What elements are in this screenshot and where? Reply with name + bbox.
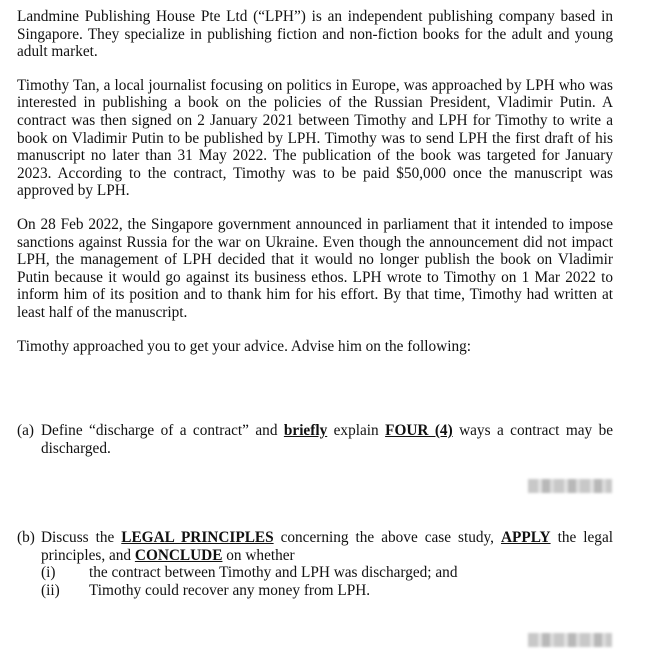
emphasis-conclude: CONCLUDE bbox=[134, 546, 223, 564]
marks-redacted bbox=[528, 479, 612, 493]
question-b bbox=[17, 529, 613, 599]
question-a-label: (a) bbox=[17, 422, 34, 439]
emphasis-apply: APPLY bbox=[501, 529, 551, 546]
emphasis-briefly: briefly bbox=[283, 422, 328, 439]
question-b-label: (b) bbox=[17, 529, 35, 546]
case-study bbox=[17, 8, 613, 371]
emphasis-legal-principles: LEGAL PRINCIPLES bbox=[121, 529, 274, 546]
paragraph-sanctions: On 28 Feb 2022, the Singapore government announced in parliament that it intended to impose sanctions against Russia for the war on Ukraine. Even though the announcement did not impact LPH, the management of LPH decided that it would no longer publish the book on Vladimir Putin because it would go against its business ethos. LPH wrote to Timothy on 1 Mar 2022 to inform him of its position and to thank him for his effort. By that time, Timothy had written at least half of the manuscript. bbox=[17, 215, 613, 321]
marks-redacted bbox=[528, 633, 612, 647]
paragraph-contract: Timothy Tan, a local journalist focusing on politics in Europe, was approached by LPH who was interested in publishing a book on the policies of the Russian President, Vladimir Putin. A contract was then signed on 2 January 2021 between Timothy and LPH for Timothy to write a book on Vladimir Putin to be published by LPH. Timothy was to send LPH the first draft of his manuscript no later than 31 May 2022. The publication of the book was targeted for January 2023. According to the contract, Timothy was to be paid $50,000 once the manuscript was approved by LPH. bbox=[17, 76, 613, 200]
sub-item-ii: (ii) Timothy could recover any money from LPH. bbox=[41, 581, 371, 599]
question-b-text: Discuss the LEGAL PRINCIPLES concerning the above case study, APPLY the legal principles, and CONCLUDE on whether bbox=[41, 529, 613, 564]
emphasis-four: FOUR (4) bbox=[385, 422, 453, 439]
paragraph-intro: Landmine Publishing House Pte Ltd (“LPH”) is an independent publishing company based in Singapore. They specialize in publishing fiction and non-fiction books for the adult and young adult market. bbox=[17, 8, 613, 61]
question-a-text: Define “discharge of a contract” and briefly explain FOUR (4) ways a contract may be discharged. bbox=[41, 422, 614, 457]
paragraph-advice: Timothy approached you to get your advice. Advise him on the following: bbox=[17, 337, 472, 355]
question-a bbox=[17, 422, 613, 457]
sub-item-i: (i) the contract between Timothy and LPH was discharged; and bbox=[41, 564, 458, 582]
